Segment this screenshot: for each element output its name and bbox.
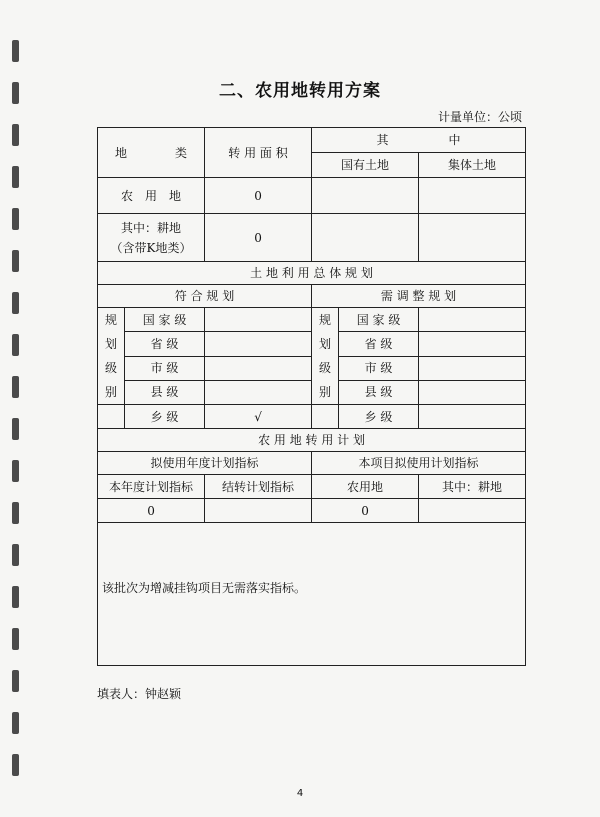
plan-level-right: 规 划 级 别 (312, 308, 339, 405)
right-level-province: 省 级 (339, 332, 419, 356)
right-mark-national (419, 308, 526, 332)
cultivated-collective (419, 214, 526, 262)
right-mark-city (419, 356, 526, 380)
right-mark-county (419, 380, 526, 404)
farmland-label: 农 用 地 (98, 178, 205, 214)
cultivated-label-line1: 其中：耕地 (121, 220, 182, 235)
header-converted-area: 转 用 面 积 (205, 128, 312, 178)
farmland-state (312, 178, 419, 214)
this-year-heading: 本年度计划指标 (98, 475, 205, 499)
note-cell (98, 523, 526, 666)
conversion-plan-heading: 农 用 地 转 用 计 划 (98, 429, 526, 452)
carried-over-value (205, 499, 312, 523)
left-level-blank (98, 405, 125, 429)
right-level-county: 县 级 (339, 380, 419, 404)
plan-level-left: 规 划 级 别 (98, 308, 125, 405)
right-mark-township (419, 405, 526, 429)
header-of-which: 其 中 (312, 128, 526, 153)
of-which-cultivated-heading: 其中：耕地 (419, 475, 526, 499)
header-category: 地 类 (98, 128, 205, 178)
left-mark-national (205, 308, 312, 332)
binding-holes (12, 30, 22, 810)
left-level-township: 乡 级 (125, 405, 205, 429)
cultivated-area: 0 (205, 214, 312, 262)
conforming-heading: 符 合 规 划 (98, 285, 312, 308)
cultivated-label-line2: （含带K地类） (110, 240, 192, 255)
page-title: 二、农用地转用方案 (219, 81, 381, 101)
cultivated-state (312, 214, 419, 262)
left-level-national: 国 家 级 (125, 308, 205, 332)
annual-indicator-heading: 拟使用年度计划指标 (98, 452, 312, 475)
adjust-heading: 需 调 整 规 划 (312, 285, 526, 308)
conversion-plan-table (97, 127, 526, 666)
header-state-land: 国有土地 (312, 153, 419, 178)
this-year-value: 0 (98, 499, 205, 523)
left-level-city: 市 级 (125, 356, 205, 380)
page-number: 4 (296, 788, 304, 799)
right-level-city: 市 级 (339, 356, 419, 380)
right-mark-province (419, 332, 526, 356)
farmland-heading: 农用地 (312, 475, 419, 499)
farmland-area: 0 (205, 178, 312, 214)
header-collective-land: 集体土地 (419, 153, 526, 178)
farmland-collective (419, 178, 526, 214)
left-mark-township: √ (205, 405, 312, 429)
left-mark-city (205, 356, 312, 380)
filled-by: 填表人：钟赵颖 (97, 687, 182, 701)
right-level-township: 乡 级 (339, 405, 419, 429)
cultivated-value (419, 499, 526, 523)
carried-over-heading: 结转计划指标 (205, 475, 312, 499)
left-mark-county (205, 380, 312, 404)
cultivated-label (98, 214, 205, 262)
right-level-blank (312, 405, 339, 429)
project-indicator-heading: 本项目拟使用计划指标 (312, 452, 526, 475)
right-level-national: 国 家 级 (339, 308, 419, 332)
measurement-unit: 计量单位：公顷 (437, 110, 522, 124)
left-mark-province (205, 332, 312, 356)
farmland-value: 0 (312, 499, 419, 523)
note-text: 该批次为增减挂钩项目无需落实指标。 (102, 581, 307, 595)
overall-plan-heading: 土 地 利 用 总 体 规 划 (98, 262, 526, 285)
left-level-province: 省 级 (125, 332, 205, 356)
left-level-county: 县 级 (125, 380, 205, 404)
